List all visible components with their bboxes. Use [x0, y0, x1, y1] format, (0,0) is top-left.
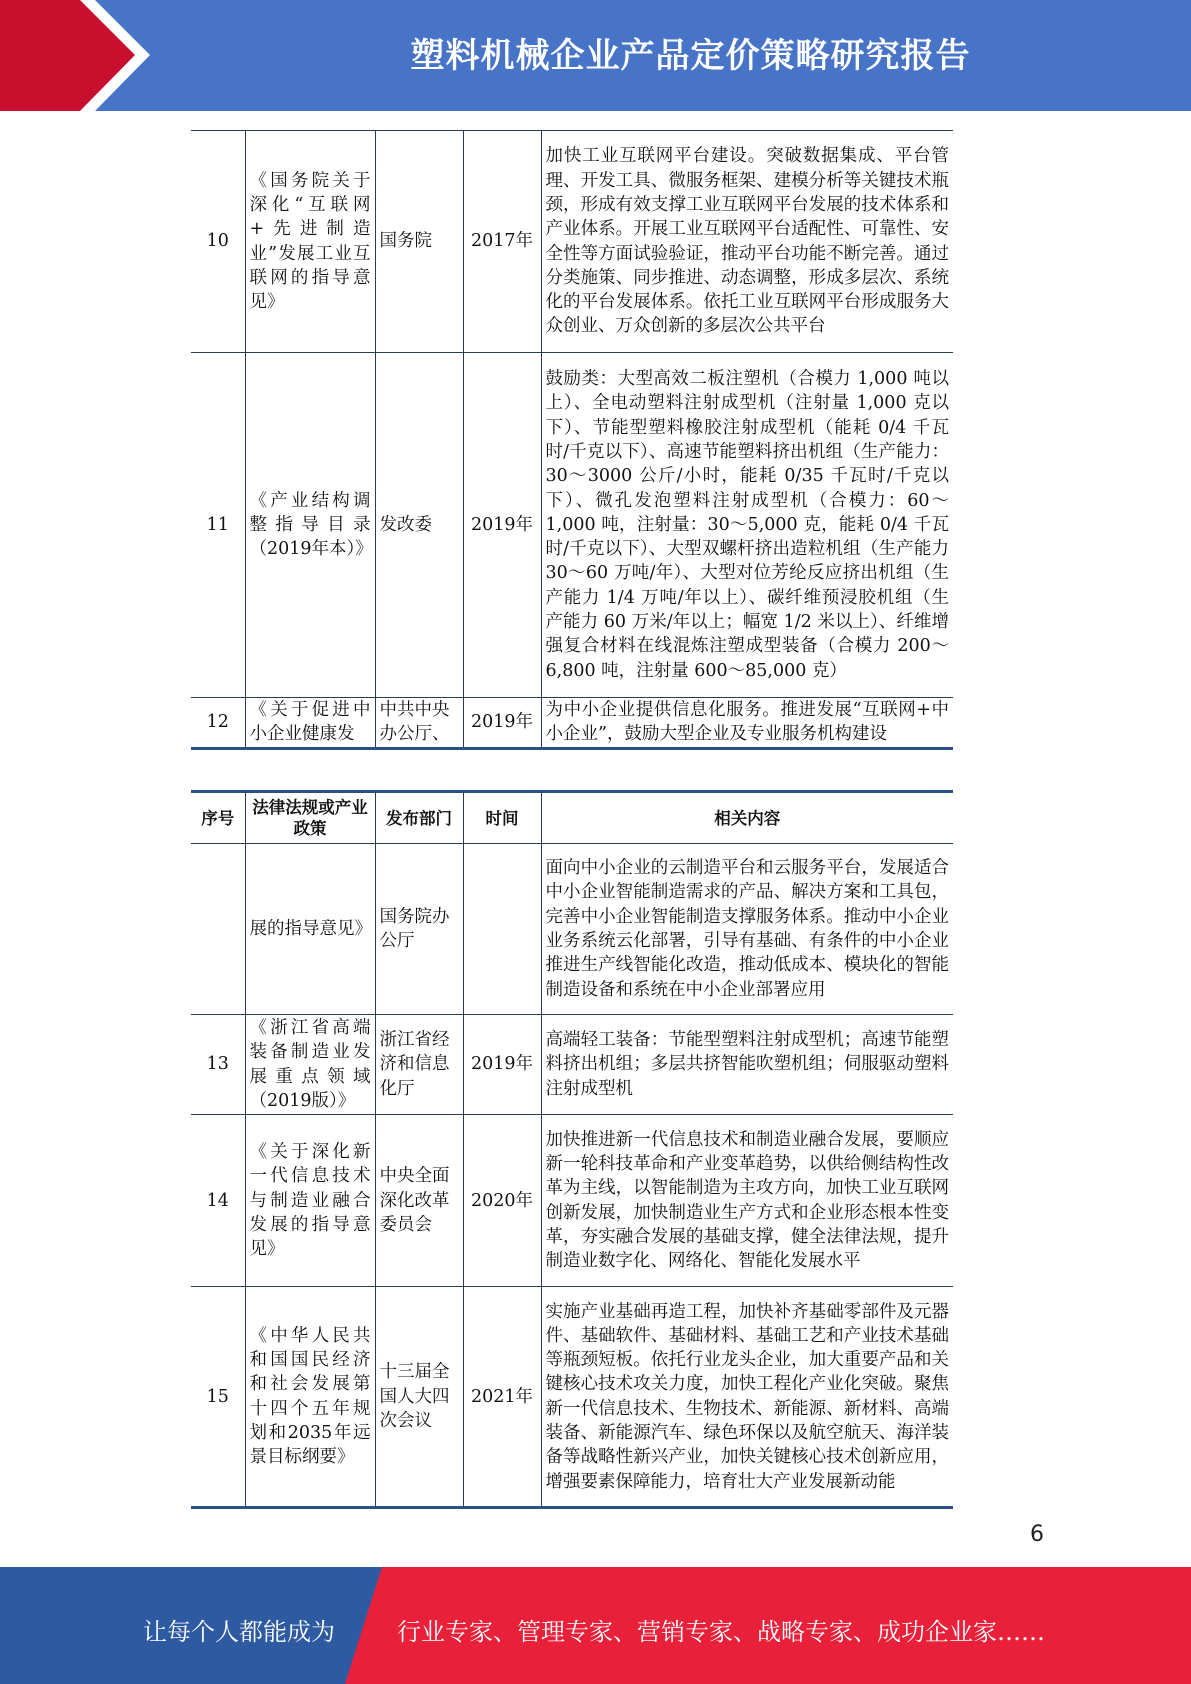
related-content: 加快工业互联网平台建设。突破数据集成、平台管理、开发工具、微服务框架、建模分析等关键技术瓶颈，形成有效支撑工业互联网平台发展的技术体系和产业体系。开展工业互联网平台适配性、可靠性、安全性等方面试验验证，推动平台功能不断完善。通过分类施策、同步推进、动态调整，形成多层次、系统化的平台发展体系。依托工业互联网平台形成服务大众创业、万众创新的多层次公共平台	[541, 131, 953, 353]
issue-year: 2019年	[463, 1015, 541, 1115]
row-number: 15	[191, 1287, 245, 1508]
issuing-department: 中共中央办公厅、	[375, 698, 463, 749]
policy-table-continued	[191, 130, 953, 750]
related-content: 鼓励类：大型高效二板注塑机（合模力 1,000 吨以上）、全电动塑料注射成型机（注射量 1,000 克以下）、节能型塑料橡胶注射成型机（能耗 0/4 千瓦时/千克以下）、高速节能塑料挤出机组（生产能力：30～3000 公斤/小时，能耗 0/35 千瓦时/千克以下）、微孔发泡塑料注射成型机（合模力：60～1,000 吨，注射量：30～5,000 克，能耗 0/4 千瓦时/千克以下）、大型双螺杆挤出造粒机组（生产能力 30～60 万吨/年）、大型对位芳纶反应挤出机组（生产能力 1/4 万吨/年以上）、碳纤维预浸胶机组（生产能力 60 万米/年以上；幅宽 1/2 米以上）、纤维增强复合材料在线混炼注塑成型装备（合模力 200～6,800 吨，注射量 600～85,000 克）	[541, 353, 953, 698]
header-red-chevron	[0, 0, 135, 111]
table-header-row	[191, 792, 953, 844]
row-number: 12	[191, 698, 245, 749]
issuing-department: 国务院	[375, 131, 463, 353]
related-content: 为中小企业提供信息化服务。推进发展“互联网+中小企业”，鼓励大型企业及专业服务机构建设	[541, 698, 953, 749]
row-number	[191, 844, 245, 1015]
related-content: 面向中小企业的云制造平台和云服务平台，发展适合中小企业智能制造需求的产品、解决方案和工具包，完善中小企业智能制造支撑服务体系。推动中小企业业务系统云化部署，引导有基础、有条件的中小企业推进生产线智能化改造，推动低成本、模块化的智能制造设备和系统在中小企业部署应用	[541, 844, 953, 1015]
issue-year: 2021年	[463, 1287, 541, 1508]
page-number: 6	[1030, 1522, 1044, 1547]
row-number: 14	[191, 1115, 245, 1287]
issue-year: 2017年	[463, 131, 541, 353]
page-title: 塑料机械企业产品定价策略研究报告	[410, 36, 971, 76]
issuing-department: 发改委	[375, 353, 463, 698]
related-content: 高端轻工装备：节能型塑料注射成型机；高速节能塑料挤出机组；多层共挤智能吹塑机组；伺服驱动塑料注射成型机	[541, 1015, 953, 1115]
issuing-department: 十三届全国人大四次会议	[375, 1287, 463, 1508]
table-row	[191, 1115, 953, 1287]
policy-name: 展的指导意见》	[245, 844, 375, 1015]
column-header-dept: 发布部门	[375, 792, 463, 844]
table-row	[191, 844, 953, 1015]
footer-slogan-right: 行业专家、管理专家、营销专家、战略专家、成功企业家……	[397, 1618, 1045, 1646]
column-header-content: 相关内容	[541, 792, 953, 844]
related-content: 加快推进新一代信息技术和制造业融合发展，要顺应新一轮科技革命和产业变革趋势，以供给侧结构性改革为主线，以智能制造为主攻方向，加快工业互联网创新发展，加快制造业生产方式和企业形态根本性变革，夯实融合发展的基础支撑，健全法律法规，提升制造业数字化、网络化、智能化发展水平	[541, 1115, 953, 1287]
issuing-department: 浙江省经济和信息化厅	[375, 1015, 463, 1115]
column-header-time: 时间	[463, 792, 541, 844]
policy-name: 《关于深化新一代信息技术与制造业融合发展的指导意见》	[245, 1115, 375, 1287]
issue-year: 2019年	[463, 353, 541, 698]
issuing-department: 国务院办公厅	[375, 844, 463, 1015]
policy-name: 《关于促进中小企业健康发	[245, 698, 375, 749]
page-footer	[0, 1567, 1191, 1684]
policy-name: 《中华人民共和国国民经济和社会发展第十四个五年规划和2035年远景目标纲要》	[245, 1287, 375, 1508]
column-header-name: 法律法规或产业政策	[245, 792, 375, 844]
table-row	[191, 1015, 953, 1115]
policy-name: 《国务院关于深化“互联网+先进制造业”发展工业互联网的指导意见》	[245, 131, 375, 353]
issuing-department: 中央全面深化改革委员会	[375, 1115, 463, 1287]
issue-year: 2020年	[463, 1115, 541, 1287]
issue-year	[463, 844, 541, 1015]
policy-table	[191, 790, 953, 1509]
row-number: 10	[191, 131, 245, 353]
table-row	[191, 131, 953, 353]
page-header	[0, 0, 1191, 111]
policy-name: 《产业结构调整指导目录（2019年本）》	[245, 353, 375, 698]
related-content: 实施产业基础再造工程，加快补齐基础零部件及元器件、基础软件、基础材料、基础工艺和产业技术基础等瓶颈短板。依托行业龙头企业，加大重要产品和关键核心技术攻关力度，加快工程化产业化突破。聚焦新一代信息技术、生物技术、新能源、新材料、高端装备、新能源汽车、绿色环保以及航空航天、海洋装备等战略性新兴产业，加快关键核心技术创新应用，增强要素保障能力，培育壮大产业发展新动能	[541, 1287, 953, 1508]
row-number: 11	[191, 353, 245, 698]
table-row	[191, 353, 953, 698]
table-row	[191, 1287, 953, 1508]
table-row	[191, 698, 953, 749]
row-number: 13	[191, 1015, 245, 1115]
policy-name: 《浙江省高端装备制造业发展重点领域（2019版）》	[245, 1015, 375, 1115]
issue-year: 2019年	[463, 698, 541, 749]
column-header-no: 序号	[191, 792, 245, 844]
footer-slogan-left: 让每个人都能成为	[143, 1618, 335, 1646]
